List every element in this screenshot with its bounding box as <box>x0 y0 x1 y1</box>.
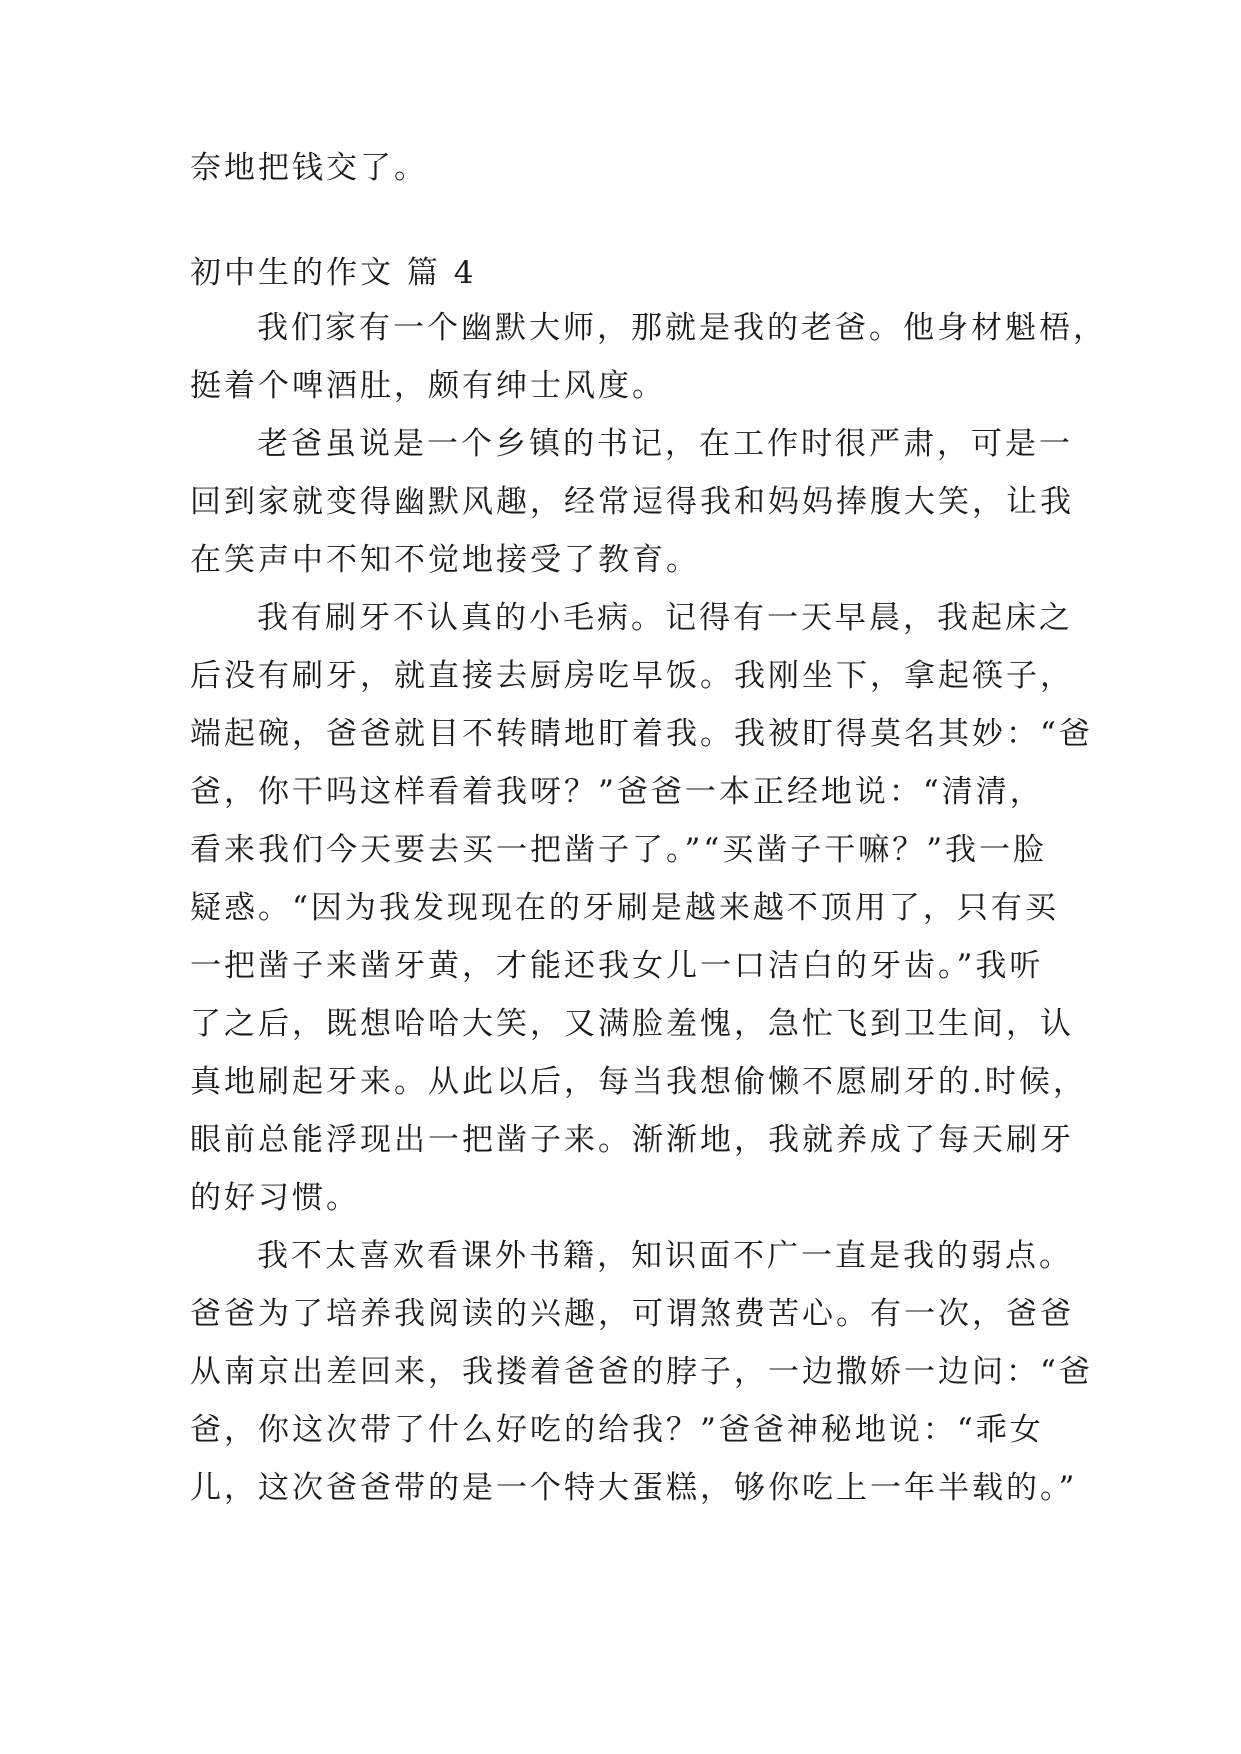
paragraph-3-line-9: 真地刷起牙来。从此以后，每当我想偷懒不愿刷牙的.时候， <box>190 1064 1087 1100</box>
section-title: 初中生的作文 篇 4 <box>190 255 477 291</box>
paragraph-4-line-1: 我不太喜欢看课外书籍，知识面不广一直是我的弱点。 <box>257 1238 1073 1274</box>
paragraph-3-line-8: 了之后，既想哈哈大笑，又满脸羞愧，急忙飞到卫生间，认 <box>190 1006 1074 1042</box>
paragraph-2-line-3: 在笑声中不知不觉地接受了教育。 <box>190 542 700 578</box>
paragraph-3-line-4: 爸，你干吗这样看着我呀？”爸爸一本正经地说：“清清， <box>190 774 1044 810</box>
paragraph-3-line-11: 的好习惯。 <box>190 1180 360 1216</box>
paragraph-3-line-7: 一把凿子来凿牙黄，才能还我女儿一口洁白的牙齿。”我听 <box>190 948 1044 984</box>
paragraph-4-line-3: 从南京出差回来，我搂着爸爸的脖子，一边撒娇一边问：“爸 <box>190 1354 1093 1390</box>
paragraph-3-line-1: 我有刷牙不认真的小毛病。记得有一天早晨，我起床之 <box>257 600 1073 636</box>
paragraph-1-line-1: 我们家有一个幽默大师，那就是我的老爸。他身材魁梧， <box>257 310 1107 346</box>
paragraph-4-line-5: 儿，这次爸爸带的是一个特大蛋糕，够你吃上一年半载的。” <box>190 1470 1078 1506</box>
paragraph-3-line-6: 疑惑。“因为我发现现在的牙刷是越来越不顶用了，只有买 <box>190 890 1059 926</box>
paragraph-2-line-1: 老爸虽说是一个乡镇的书记，在工作时很严肃，可是一 <box>257 426 1073 462</box>
paragraph-3-line-10: 眼前总能浮现出一把凿子来。渐渐地，我就养成了每天刷牙 <box>190 1122 1074 1158</box>
paragraph-3-line-5: 看来我们今天要去买一把凿子了。”“买凿子干嘛？”我一脸 <box>190 832 1048 868</box>
text-line: 奈地把钱交了。 <box>190 150 428 186</box>
paragraph-2-line-2: 回到家就变得幽默风趣，经常逗得我和妈妈捧腹大笑，让我 <box>190 484 1074 520</box>
paragraph-1-line-2: 挺着个啤酒肚，颇有绅士风度。 <box>190 368 666 404</box>
paragraph-4-line-2: 爸爸为了培养我阅读的兴趣，可谓煞费苦心。有一次，爸爸 <box>190 1296 1074 1332</box>
paragraph-3-line-3: 端起碗，爸爸就目不转睛地盯着我。我被盯得莫名其妙：“爸 <box>190 716 1093 752</box>
paragraph-3-line-2: 后没有刷牙，就直接去厨房吃早饭。我刚坐下，拿起筷子， <box>190 658 1074 694</box>
paragraph-4-line-4: 爸，你这次带了什么好吃的给我？”爸爸神秘地说：“乖女 <box>190 1412 1044 1448</box>
